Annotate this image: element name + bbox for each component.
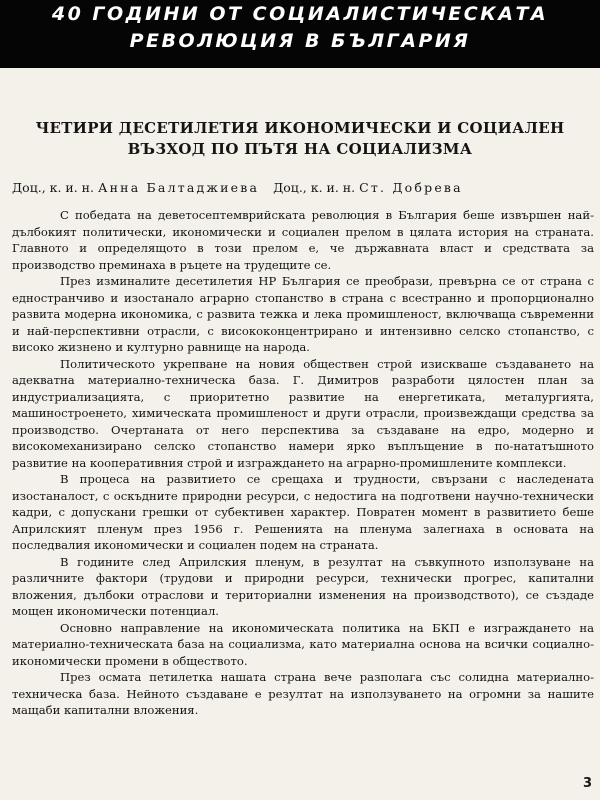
article-body [12,207,594,719]
header-line-1: 40 ГОДИНИ ОТ СОЦИАЛИСТИЧЕСКАТА [51,3,549,25]
author-1-prefix: Доц., к. и. н. [12,180,94,195]
paragraph: Основно направление на икономическата политика на БКП е изграждането на материално-техническата база на социализма, като материална основа на всички социално-икономически промени в обществото. [12,620,594,668]
article-title-line-2: ВЪЗХОД ПО ПЪТЯ НА СОЦИАЛИЗМА [127,140,473,158]
page-number: 3 [582,776,592,791]
article-title-line-1: ЧЕТИРИ ДЕСЕТИЛЕТИЯ ИКОНОМИЧЕСКИ И СОЦИАЛЕН [35,119,565,137]
section-header-banner [0,0,600,68]
paragraph: През изминалите десетилетия НР България се преобрази, превърна се от страна с едностранчиво и изостанало аграрно стопанство в страна с всестранно и пропорционално развита модерна икономика, с развита тежка и лека промишленост, включваща съвременни и най-перспективни отрасли, с висококонцентрирано и интензивно селско стопанство, с високо жизнено и културно равнище на народа. [12,274,594,354]
author-1-name: Анна Балтаджиева [97,180,260,195]
paragraph: Политическото укрепване на новия обществен строй изискваше създаването на адекватна материално-техническа база. Г. Димитров разработи цялостен план за индустриализацията, с приоритетно развитие на енергетиката, металургията, машиностроенето, химическата промишленост и други отрасли, произвеждащи средства за производство. Очертаната от него перспектива за създаване на едро, модерно и високомеханизирано селско стопанство намери ярко въплъщение в по-нататъшното развитие на кооперативния строй и изграждането на аграрно-промишлените комплекси. [12,356,594,470]
author-2-name: Ст. Добрева [359,180,463,195]
paragraph: В годините след Априлския пленум, в резултат на съвкупното използуване на различните фактори (трудови и природни ресурси, технически прогрес, капитални вложения, дълбоки отраслови и териториални изменения на производството), се създаде мощен икономически потенциал. [12,554,594,618]
author-2 [273,180,463,195]
paragraph: В процеса на развитието се срещаха и трудности, свързани с наследената изостаналост, с оскъдните природни ресурси, с недостига на подготвени научно-технически кадри, с допускани грешки от субективен характер. Повратен момент в развитието беше Априлският пленум през 1956 г. Решенията на пленума залегнаха в основата на последвалия икономически и социален подем на страната. [12,472,594,552]
header-line-2: РЕВОЛЮЦИЯ В БЪЛГАРИЯ [129,30,471,52]
author-1 [12,180,259,195]
paragraph: През осмата петилетка нашата страна вече разполага със солидна материално-техническа база. Нейното създаване е резултат на използуването на огромни за нашите мащаби капитални вложения. [12,670,594,717]
author-2-prefix: Доц., к. и. н. [273,180,356,195]
authors-line [12,180,592,195]
paragraph: С победата на деветосептемврийската революция в България беше извършен най-дълбокият политически, икономически и социален прелом в цялата история на страната. Главното и определящото в този прелом е, че държавната власт и средствата за производство преминаха в ръцете на трудещите се. [12,208,594,272]
